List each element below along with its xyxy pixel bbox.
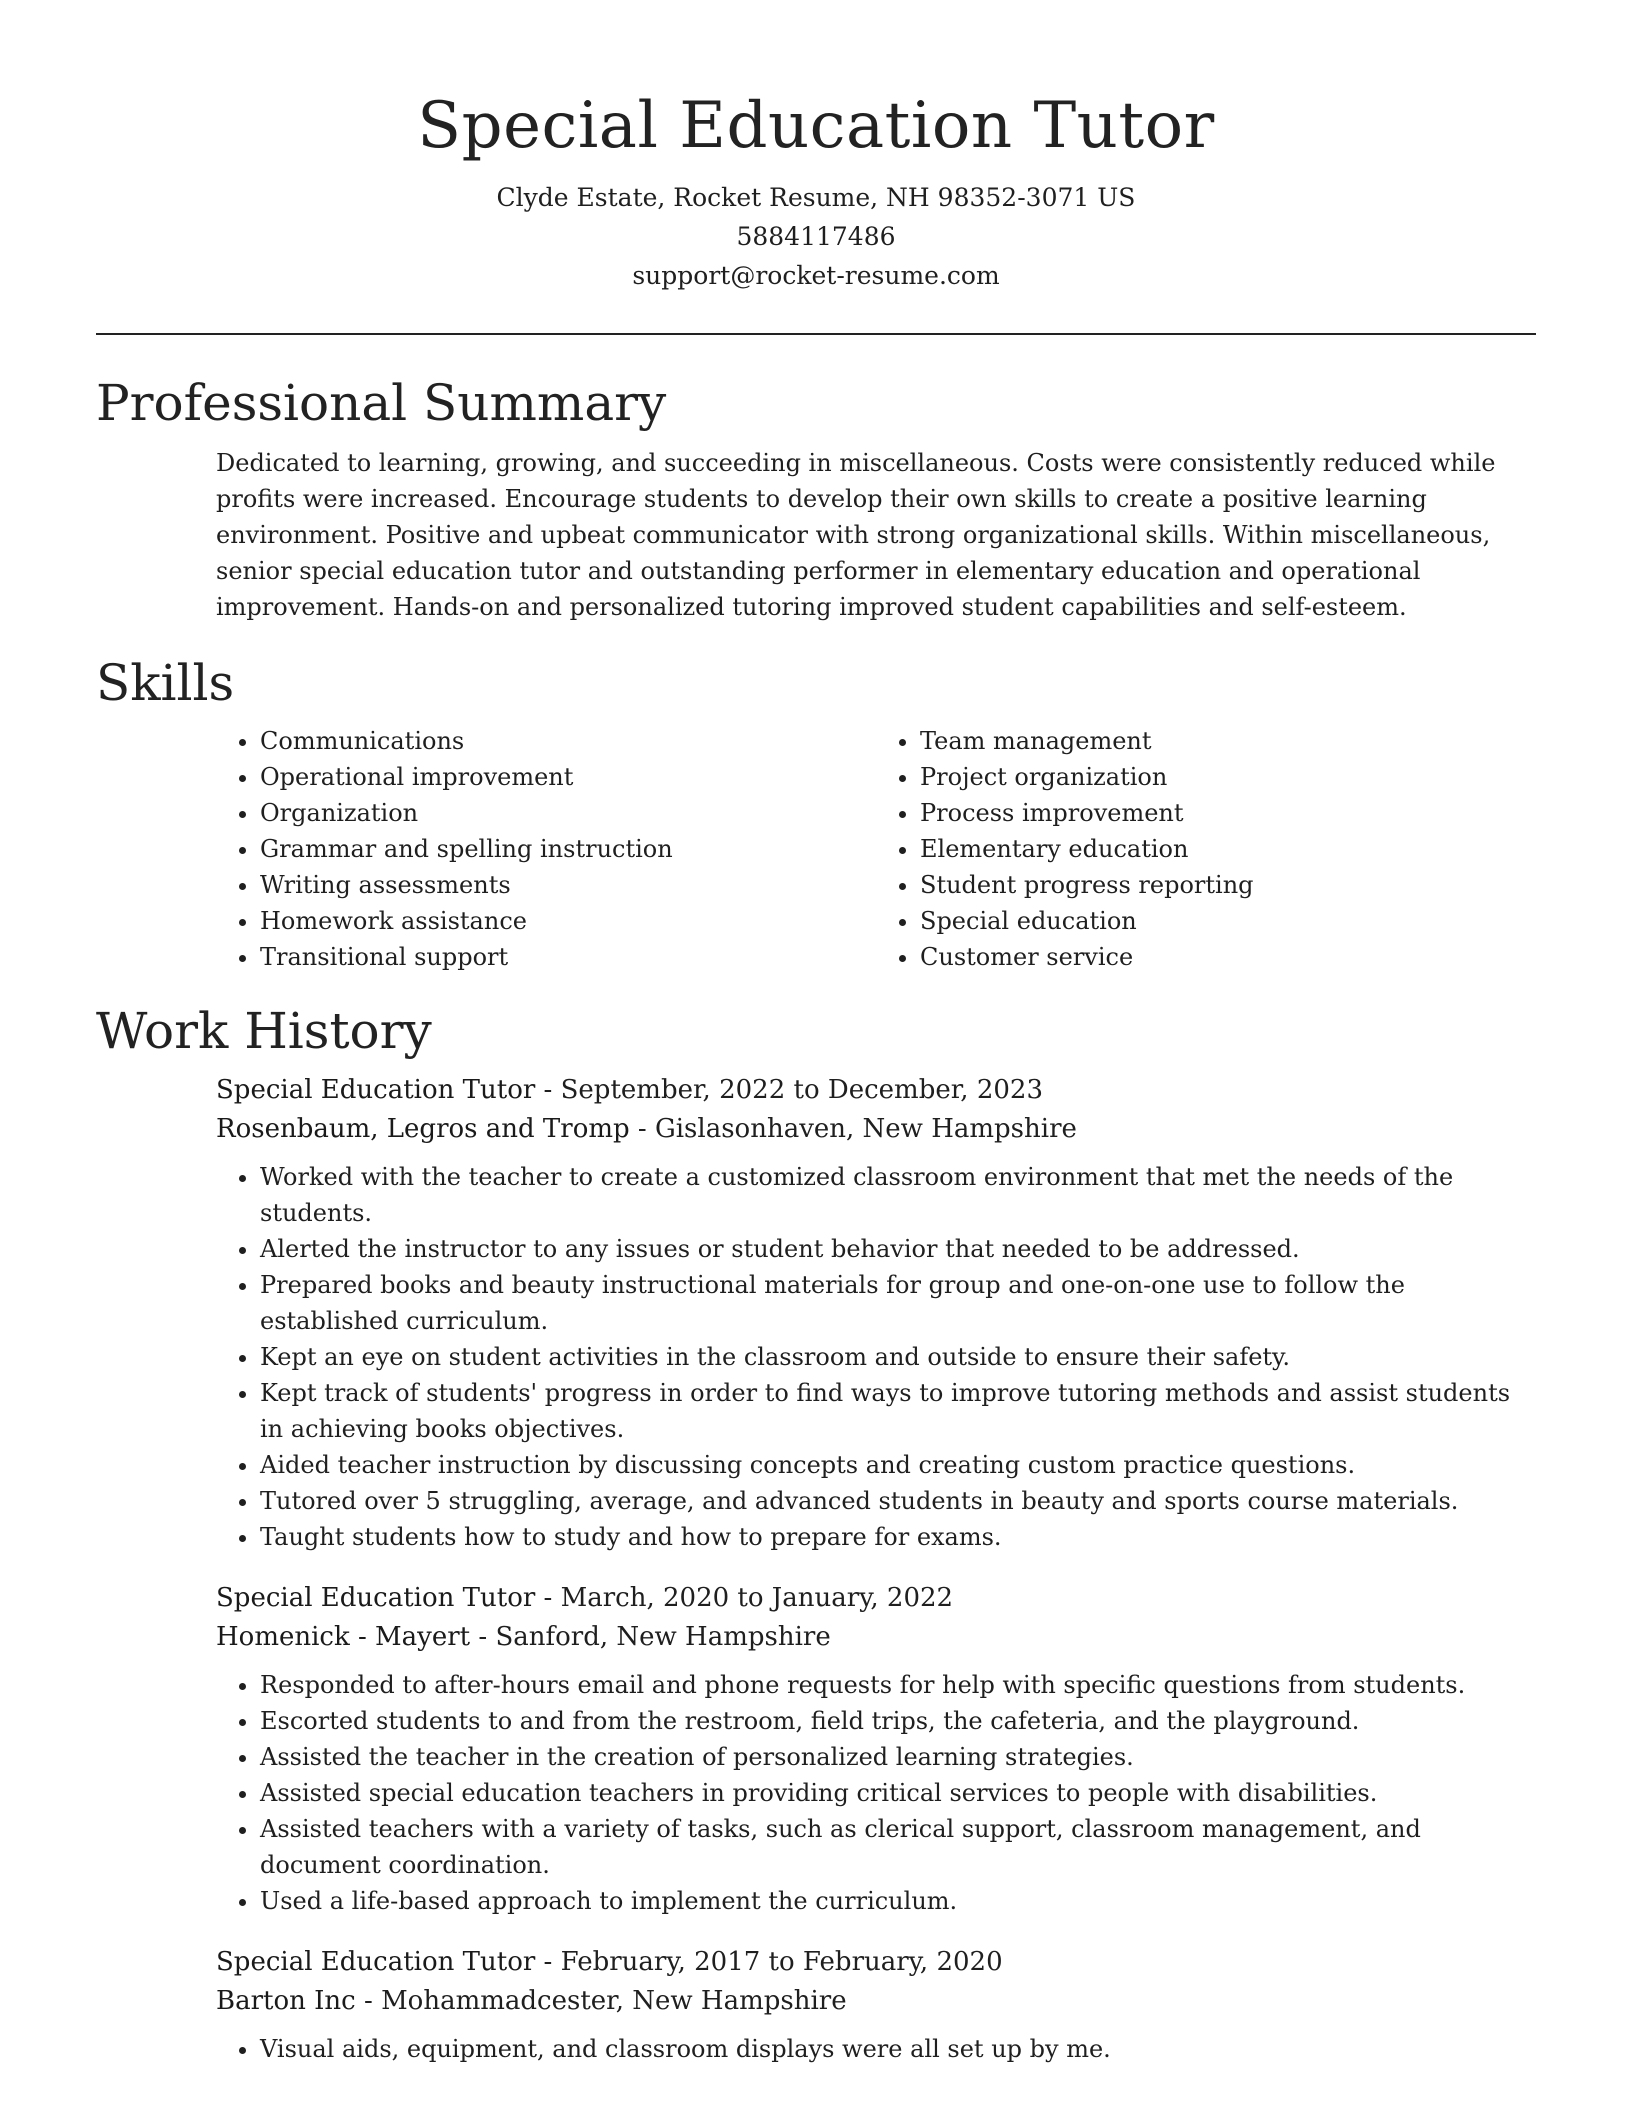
job-responsibilities (216, 2031, 1536, 2067)
job-responsibilities (216, 1159, 1536, 1555)
responsibility-item: • Kept track of students' progress in order to find ways to improve tutoring methods and assist students in achieving books objectives. (260, 1375, 1536, 1447)
job-title-line (216, 1071, 1536, 1110)
job-entry (216, 1579, 1536, 1919)
responsibility-item: • Taught students how to study and how to prepare for exams. (260, 1519, 1536, 1555)
job-position: Special Education Tutor (216, 1075, 536, 1105)
summary-heading: Professional Summary (96, 374, 667, 432)
job-position: Special Education Tutor (216, 1583, 536, 1613)
job-location: Sanford, New Hampshire (495, 1622, 831, 1652)
skill-item: • Writing assessments (260, 867, 876, 903)
responsibility-item: • Used a life-based approach to implement the curriculum. (260, 1883, 1536, 1919)
responsibility-item: • Worked with the teacher to create a customized classroom environment that met the needs of the students. (260, 1159, 1536, 1231)
skill-item: • Process improvement (920, 795, 1536, 831)
address: Clyde Estate, Rocket Resume, NH 98352-3071 US (496, 183, 1136, 212)
responsibility-item: • Alerted the instructor to any issues or student behavior that needed to be addressed. (260, 1231, 1536, 1267)
job-company: Homenick - Mayert (216, 1622, 471, 1652)
job-title-line (216, 1943, 1536, 1982)
responsibility-item: • Aided teacher instruction by discussing concepts and creating custom practice questions. (260, 1447, 1536, 1483)
phone: 5884117486 (736, 222, 896, 251)
responsibility-item: • Assisted special education teachers in providing critical services to people with disabilities. (260, 1775, 1536, 1811)
job-location: Mohammadcester, New Hampshire (381, 1986, 847, 2016)
job-responsibilities (216, 1667, 1536, 1919)
resume-page (96, 0, 1536, 2067)
skill-item: • Operational improvement (260, 759, 876, 795)
work-history-heading: Work History (96, 1002, 432, 1060)
separator: - (629, 1114, 655, 1144)
responsibility-item: • Responded to after-hours email and phone requests for help with specific questions from students. (260, 1667, 1536, 1703)
job-company: Rosenbaum, Legros and Tromp (216, 1114, 630, 1144)
contact-info (96, 178, 1536, 295)
candidate-name: Special Education Tutor (417, 89, 1215, 163)
skills-heading: Skills (96, 654, 235, 712)
separator: - (535, 1947, 561, 1977)
skill-item: • Organization (260, 795, 876, 831)
job-dates: February, 2017 to February, 2020 (560, 1947, 1003, 1977)
email: support@rocket-resume.com (632, 261, 1000, 290)
skill-item: • Grammar and spelling instruction (260, 831, 876, 867)
skill-item: • Team management (920, 723, 1536, 759)
skill-item: • Elementary education (920, 831, 1536, 867)
skills-column-right (876, 723, 1536, 975)
skill-item: • Special education (920, 903, 1536, 939)
job-company-line (216, 1618, 1536, 1657)
separator: - (535, 1583, 561, 1613)
skill-item: • Transitional support (260, 939, 876, 975)
skill-item: • Student progress reporting (920, 867, 1536, 903)
responsibility-item: • Visual aids, equipment, and classroom displays were all set up by me. (260, 2031, 1536, 2067)
header-divider (96, 333, 1536, 335)
job-dates: September, 2022 to December, 2023 (560, 1075, 1044, 1105)
resume-header (96, 0, 1536, 295)
skill-item: • Customer service (920, 939, 1536, 975)
responsibility-item: • Tutored over 5 struggling, average, and advanced students in beauty and sports course materials. (260, 1483, 1536, 1519)
work-history-list (216, 1071, 1536, 2067)
responsibility-item: • Assisted teachers with a variety of tasks, such as clerical support, classroom management, and document coordination. (260, 1811, 1536, 1883)
separator: - (355, 1986, 382, 2016)
job-company-line (216, 1982, 1536, 2021)
job-title-line (216, 1579, 1536, 1618)
skill-item: • Homework assistance (260, 903, 876, 939)
job-position: Special Education Tutor (216, 1947, 536, 1977)
job-entry (216, 1071, 1536, 1555)
job-entry (216, 1943, 1536, 2067)
separator: - (535, 1075, 561, 1105)
responsibility-item: • Assisted the teacher in the creation of personalized learning strategies. (260, 1739, 1536, 1775)
job-company-line (216, 1110, 1536, 1149)
responsibility-item: • Escorted students to and from the restroom, field trips, the cafeteria, and the playground. (260, 1703, 1536, 1739)
job-dates: March, 2020 to January, 2022 (560, 1583, 954, 1613)
skills-list (216, 723, 1536, 975)
skill-item: • Communications (260, 723, 876, 759)
responsibility-item: • Prepared books and beauty instructional materials for group and one-on-one use to follow the established curriculum. (260, 1267, 1536, 1339)
job-location: Gislasonhaven, New Hampshire (654, 1114, 1077, 1144)
separator: - (470, 1622, 496, 1652)
summary-text: Dedicated to learning, growing, and succeeding in miscellaneous. Costs were consistently reduced while profits were increased. Encourage students to develop their own skills to create a positive learning environment. Positive and upbeat communicator with strong organizational skills. Within miscellaneous, senior special education tutor and outstanding performer in elementary education and operational improvement. Hands-on and personalized tutoring improved student capabilities and self-esteem. (216, 449, 1496, 621)
skills-column-left (216, 723, 876, 975)
skill-item: • Project organization (920, 759, 1536, 795)
job-company: Barton Inc (216, 1986, 356, 2016)
responsibility-item: • Kept an eye on student activities in the classroom and outside to ensure their safety. (260, 1339, 1536, 1375)
